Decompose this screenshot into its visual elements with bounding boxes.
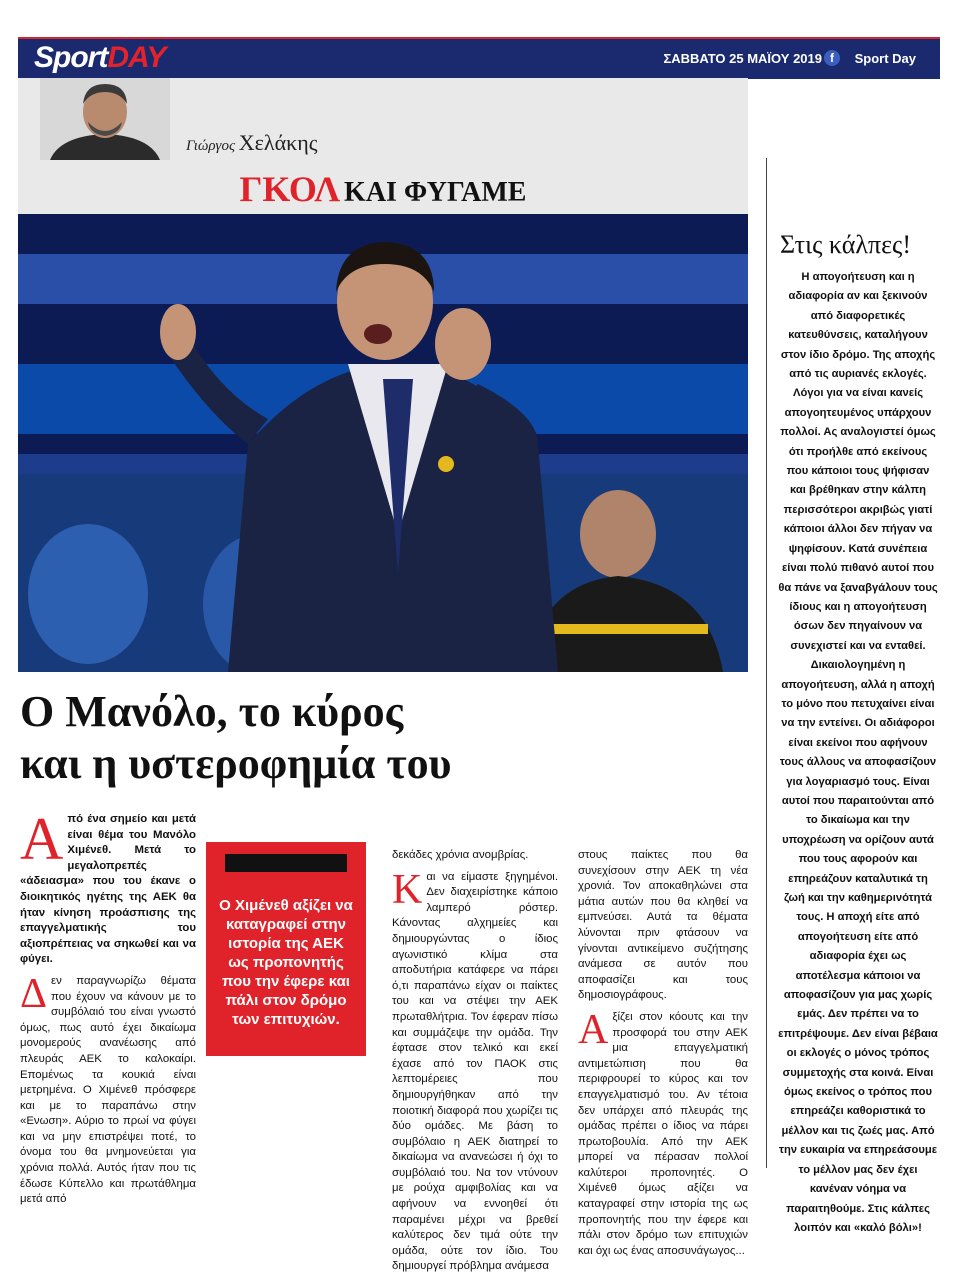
- body-paragraph: εν παραγνωρίζω θέματα που έχουν να κάνουν με το συμβόλαιό του είναι γνωστό όμως, πως αυτό έχει δικαίωμα μονομερούς ανανέωσης από πλευράς ΑΕΚ το καλοκαίρι. Επομένως τα κουκιά είναι μετρημένα. Ο Χιμένεθ πρόσφερε και με το παραπάνω στην «Ενωση». Αύριο το πρωί να φύγει και να μην επιστρέψει ποτέ, το όνομα του θα μνημονεύεται για χρόνια πολλά. Αυτός ήταν που τις έδωσε Κύπελλο και πρωτάθλημα μετά από: [20, 974, 196, 1206]
- logo-part-sport: Sport: [34, 41, 108, 74]
- column-divider: [766, 158, 767, 1168]
- author-byline: [186, 130, 317, 156]
- sidebar-text: Η απογοήτευση και η αδιαφορία αν και ξεκινούν από διαφορετικές κατευθύνσεις, καταλήγουν στον ίδιο δρόμο. Της αποχής από τις αυριανές εκλογές. Λόγοι για να είναι κανείς απογοητευμένος υπάρχουν πολλοί. Ας αναλογιστεί όμως ότι προήλθε από εκείνους που κάποιοι τους ψήφισαν και βρέθηκαν στην κάλπη περισσότεροι ακριβώς γιατί κάποιοι άλλοι δεν πήγαν να ψηφίσουν. Κατά συνέπεια είναι πολύ πιθανό αυτοί που θα πάνε να ξαναβγάλουν τους ίδιους και η απογοήτευση όσων δεν πηγαίνουν να συνεχιστεί και να ενταθεί. Δικαιολογημένη η απογοήτευση, αλλά η αποχή το μόνο που πετυχαίνει είναι να την εντείνει. Οι αδιάφοροι είναι εκείνοι που αφήνουν τους άλλους να αποφασίζουν για λογαριασμό τους. Είναι αυτοί που παραιτούνται από το δικαίωμα και την υποχρέωση να ορίζουν αυτά που τους αφορούν και επηρεάζουν καταλυτικά τη ζωή και την καθημερινότητά τους. Η αποχή είτε από απογοήτευση είτε από αδιαφορία έχει ως αποτέλεσμα κάποιοι να αποφασίζουν για μας χωρίς εμάς. Δεν πρέπει να το επιτρέψουμε. Δεν είναι βέβαια οι εκλογές ο μόνος τρόπος συμμετοχής στα κοινά. Είναι όμως εκείνος ο τρόπος που επηρεάζει καθοριστικά το μέλλον και τις ζωές μας. Από την ευκαιρία να επηρεάσουμε το μέλλον μας δεν έχει κανέναν νόημα να παραιτηθούμε. Στις κάλπες λοιπόν και «καλό βόλι»!: [778, 271, 938, 1234]
- article-column-3: [578, 848, 748, 1265]
- sportday-logo[interactable]: [34, 41, 165, 75]
- facebook-page-name[interactable]: Sport Day: [854, 51, 916, 66]
- author-first-name: Γιώργος: [186, 138, 236, 154]
- coach-photo: [18, 214, 748, 672]
- logo-part-day: DAY: [107, 41, 166, 74]
- body-paragraph: στους παίκτες που θα συνεχίσουν στην ΑΕΚ τη νέα χρονιά. Τον αποκαθηλώνει στα μάτια αυτών που θα κληθεί να εμπνεύσει. Αυτά τα θέματα λύνονται πριν φτάσουν να γίνονται αντικείμενο συζήτησης ανάμεσα σε αυτόν που αποφασίζει και τους δημοσιογράφους.: [578, 849, 748, 1002]
- body-paragraph: ξίζει στον κόουτς και την προσφορά του στην ΑΕΚ μια επαγγελματική αντιμετώπιση που θα περιφρουρεί το κύρος και τον επαγγελματισμό του. Αν τέτοια δεν υπάρχει από πλευράς της ομάδας πρέπει ο ίδιος να πάρει πρωτοβουλία. Από την ΑΕΚ μπορεί να πέρασαν πολλοί καλύτεροι προπονητές. Ο Χιμένεθ όμως αξίζει να καταγραφεί στην ιστορία της ως προπονητής που την έφερε και πάλι στον δρόμο των επιτυχιών και όχι ως ένας αποσυνάγωγος...: [578, 1010, 748, 1257]
- dropcap-4: Α: [578, 1006, 609, 1053]
- author-strip: [18, 78, 748, 214]
- lead-intro: πό ένα σημείο και μετά είναι θέμα του Μανόλο Χιμένεθ.: [67, 813, 196, 857]
- kicker-red-word: ΓΚΟΛ: [239, 169, 341, 209]
- article-headline: [20, 686, 620, 790]
- issue-date: ΣΑΒΒΑΤΟ 25 ΜΑΪΟΥ 2019: [663, 51, 822, 66]
- headline-line-1: Ο Μανόλο, το κύρος: [20, 687, 404, 736]
- author-last-name: Χελάκης: [238, 130, 318, 155]
- quote-black-bar: [225, 854, 347, 872]
- lead-bold: Μετά το μεγαλοπρεπές «άδειασμα» που του έκανε ο διοικητικός ηγέτης της ΑΕΚ θα ήταν κίνηση προάσπισης της επαγγελματικής του αξιοπρέπειας να σηκωθεί και να φύγει.: [20, 844, 196, 966]
- masthead-bar: [18, 37, 940, 79]
- pull-quote-text: Ο Χιμένεθ αξίζει να καταγραφεί στην ιστορία της ΑΕΚ ως προπονητής που την έφερε και πάλι στον δρόμο των επιτυχιών.: [219, 897, 353, 1028]
- dropcap-3: Κ: [392, 866, 423, 913]
- facebook-icon[interactable]: f: [824, 50, 840, 66]
- kicker-black-words: ΚΑΙ ΦΥΓΑΜΕ: [344, 177, 527, 208]
- column-kicker: [18, 168, 748, 210]
- headline-line-2: και η υστεροφημία του: [20, 739, 452, 788]
- body-paragraph: δεκάδες χρόνια ανομβρίας.: [392, 849, 529, 861]
- article-column-1: [20, 806, 196, 1214]
- sidebar-title: Στις κάλπες!: [780, 230, 912, 259]
- pull-quote-box: [206, 842, 366, 1056]
- article-column-2: [392, 848, 558, 1281]
- dropcap-1: Α: [20, 806, 64, 872]
- dropcap-2: Δ: [20, 970, 48, 1017]
- author-portrait: [40, 78, 170, 160]
- body-paragraph: αι να είμαστε ξηγημένοι. Δεν διαχειρίστηκε κάποιο λαμπερό ρόστερ. Κάνοντας αλχημείες και δημιουργώντας ο ίδιος αγωνιστικό κλίμα στα αποδυτήρια κατάφερε να πάρει ό,τι παραπάνω είχαν οι παίκτες του και να στέψει την ΑΕΚ πρωταθλήτρια. Τον έφεραν πίσω και συμμάζεψε την ομάδα. Την έφτασε στον τελικό και εκεί έχασε από τον ΠΑΟΚ στις λεπτομέρειες που δημιουργήθηκαν από την ποιοτική διαφορά που χωρίζει τις δύο ομάδες. Με βάση το συμβόλαιο η ΑΕΚ διατηρεί το δικαίωμα να ανανεώσει ή όχι το συμβόλαιό του. Να τον ντύνουν με ρούχα αμφιβολίας και να αφήνουν να εννοηθεί ότι παραμένει μέχρι να βρεθεί καλύτερος δεν τιμά ούτε την ομάδα, ούτε τον ίδιο. Του δημιουργεί πρόβλημα ανάμεσα: [392, 870, 558, 1273]
